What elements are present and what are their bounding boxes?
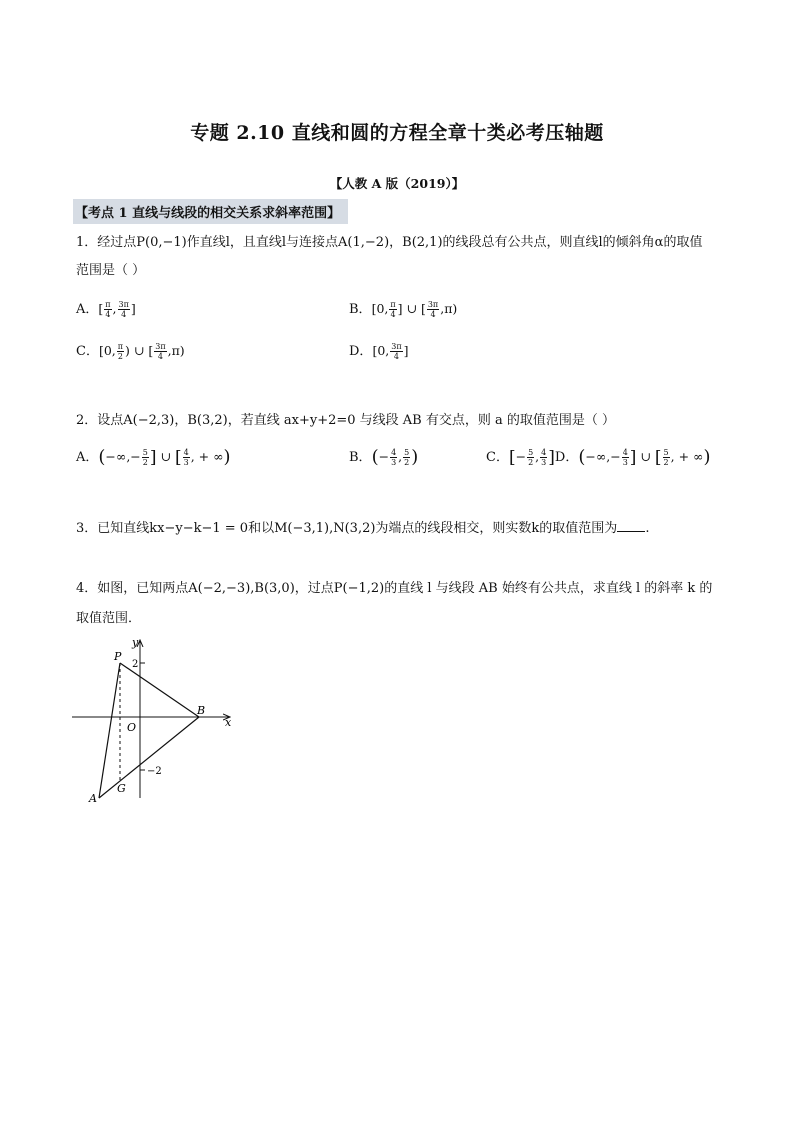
q2-option-a: A．(−∞,− $\frac{5}{2}$ ] ∪ [ $\frac{4}{3}$ , + ∞) <box>76 446 231 468</box>
answer-blank <box>617 519 645 532</box>
frac-num: 3π <box>391 342 402 351</box>
frac-den: 3 <box>183 458 189 467</box>
frac-num: 4 <box>541 448 547 457</box>
frac-den: 4 <box>430 310 436 319</box>
label-y: y <box>132 636 139 649</box>
q4-stem-line2: 取值范围． <box>76 611 142 626</box>
q2-option-d-label: D． <box>554 450 579 465</box>
frac-den: 2 <box>528 458 534 467</box>
q4-stem-line1: 4．如图，已知两点A(−2,−3),B(3,0)，过点P(−1,2)的直线 l 与线段 AB 始终有公共点，求直线 l 的斜率 k 的 <box>76 581 713 596</box>
cup-symbol: ∪ <box>160 449 171 464</box>
q3-text: 3．已知直线kx−y−k−1 = 0和以M(−3,1),N(3,2)为端点的线段相交，则实数k的取值范围为 <box>76 521 618 536</box>
frac-num: 5 <box>663 448 669 457</box>
math-pi: π <box>171 343 180 358</box>
frac-den: 2 <box>117 352 123 361</box>
frac-den: 2 <box>404 458 410 467</box>
frac-num: 4 <box>183 448 189 457</box>
page-title: 专题 2.10 直线和圆的方程全章十类必考压轴题 <box>190 122 604 144</box>
frac-num: 3π <box>118 300 129 309</box>
q1-option-a: A．[ $\frac{\pi}{4}$ , $\frac{3\pi}{4}$ ] <box>76 300 136 319</box>
q2-option-c-label: C． <box>486 450 509 465</box>
section-heading: 【考点 1 直线与线段的相交关系求斜率范围】 <box>73 199 348 224</box>
math-pi: π <box>444 301 453 316</box>
frac-den: 3 <box>391 458 397 467</box>
q1-stem-line2: 范围是（ ） <box>76 263 146 278</box>
frac-den: 4 <box>157 352 163 361</box>
frac-num: π <box>390 300 396 309</box>
frac-num: 4 <box>391 448 397 457</box>
q2-stem: 2．设点A(−2,3)，B(3,2)，若直线 ax+y+2=0 与线段 AB 有交点，则 a 的取值范围是（ ） <box>76 413 616 428</box>
frac-den: 3 <box>541 458 547 467</box>
frac-num: 5 <box>404 448 410 457</box>
label-P: P <box>114 650 122 663</box>
label-A: A <box>89 792 97 805</box>
tick-label-2: 2 <box>132 659 139 670</box>
frac-den: 4 <box>105 310 111 319</box>
q1-stem-line1: 1．经过点P(0,−1)作直线l，且直线l与连接点A(1,−2)，B(2,1)的线段总有公共点，则直线l的倾斜角α的取值 <box>76 235 703 250</box>
frac-den: 3 <box>622 458 628 467</box>
q3-period: . <box>645 521 650 536</box>
q2-option-b-label: B． <box>349 450 372 465</box>
frac-num: 5 <box>528 448 534 457</box>
frac-den: 4 <box>121 310 127 319</box>
label-G: G <box>117 782 126 795</box>
frac-den: 2 <box>663 458 669 467</box>
frac-num: 3π <box>427 300 439 309</box>
neg-inf: −∞ <box>105 449 127 464</box>
pos-inf: + ∞ <box>198 449 224 464</box>
coordinate-figure <box>68 634 244 806</box>
q1-option-d-label: D． <box>349 344 373 359</box>
frac-num: 3π <box>155 342 166 351</box>
frac-den: 2 <box>142 458 148 467</box>
label-B: B <box>197 704 206 717</box>
q1-option-b: B．[0, $\frac{\pi}{4}$ ] ∪ [ $\frac{3\pi}{4}$ ,π) <box>349 300 458 319</box>
cup-symbol: ∪ <box>640 449 651 464</box>
q1-option-b-label: B． <box>349 302 372 317</box>
math-zero: 0 <box>376 301 385 316</box>
q1-option-a-label: A． <box>76 302 99 317</box>
frac-num: 5 <box>142 448 148 457</box>
frac-num: π <box>105 300 111 309</box>
edition-label: 【人教 A 版（2019）】 <box>329 176 465 191</box>
q1-option-c: C．[0, $\frac{\pi}{2}$ ) ∪ [ $\frac{3\pi}{4}$ ,π) <box>76 342 185 361</box>
label-x: x <box>225 716 232 729</box>
frac-num: 4 <box>622 448 628 457</box>
q1-option-c-label: C． <box>76 344 99 359</box>
math-zero: 0 <box>103 343 112 358</box>
segment-PA <box>99 663 120 798</box>
q2-option-c: C．[− $\frac{5}{2}$ , $\frac{4}{3}$ ]D．(−∞,− $\frac{4}{3}$ ] ∪ [ $\frac{5}{2}$ , + ∞) <box>486 446 711 468</box>
tick-label-neg2: −2 <box>147 766 162 777</box>
neg-inf: −∞ <box>585 449 607 464</box>
q2-option-a-label: A． <box>76 450 99 465</box>
label-O: O <box>127 721 137 734</box>
q2-option-b: B．(− $\frac{4}{3}$ , $\frac{5}{2}$ ) <box>349 446 419 468</box>
frac-den: 4 <box>393 352 399 361</box>
segment-AB <box>99 717 199 798</box>
frac-den: 4 <box>390 310 396 319</box>
frac-num: π <box>117 342 124 351</box>
q3-stem <box>76 518 649 540</box>
math-zero: 0 <box>377 343 386 358</box>
pos-inf: + ∞ <box>678 449 704 464</box>
q1-option-d: D．[0, $\frac{3\pi}{4}$ ] <box>349 342 409 361</box>
segment-PB <box>120 663 199 717</box>
